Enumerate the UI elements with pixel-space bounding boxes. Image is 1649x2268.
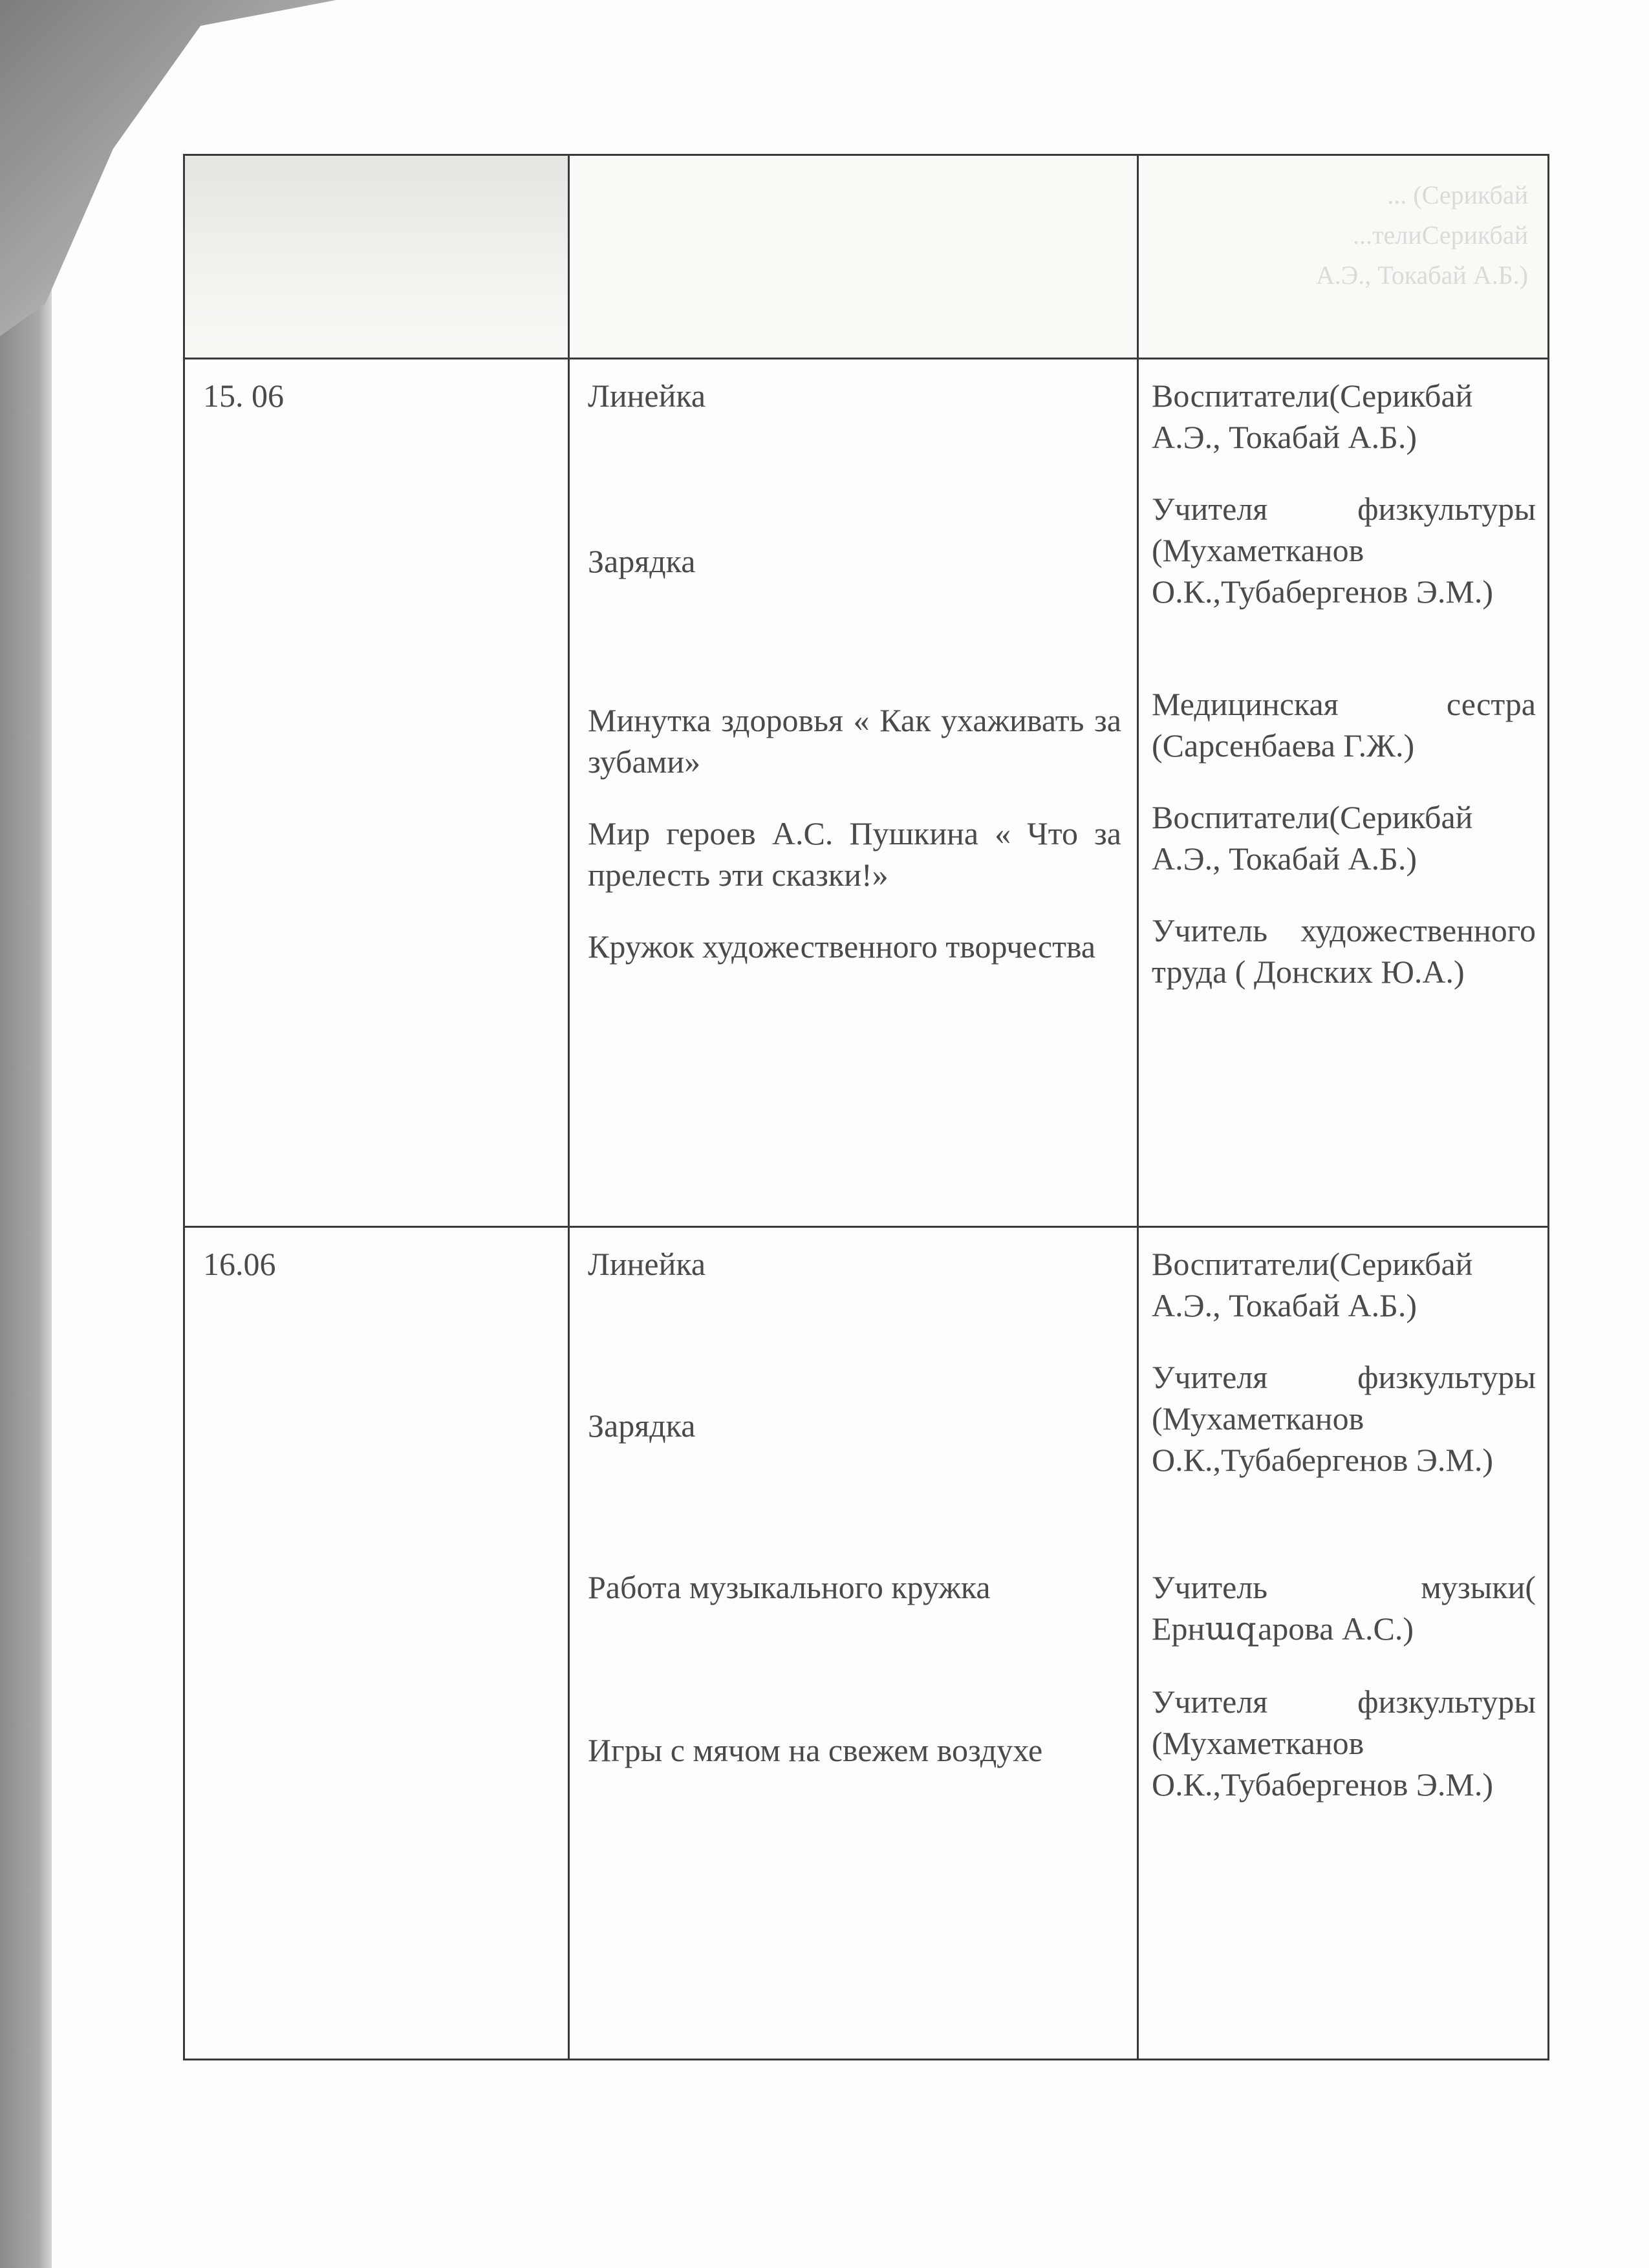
date-cell: [184, 1227, 569, 2060]
header-cell-date: [184, 155, 569, 359]
activity-cell: [569, 1227, 1138, 2060]
activity-item: Кружок художественного творчества: [588, 928, 1096, 965]
activity-item: Игры с мячом на свежем воздухе: [588, 1732, 1043, 1768]
faded-line: ... (Серикбай: [1387, 180, 1528, 209]
responsible-cell: [1138, 359, 1549, 1227]
table-row: [184, 1227, 1549, 2060]
header-cell-responsible: [1138, 155, 1549, 359]
responsible-item: Воспитатели(Серикбай А.Э., Токабай А.Б.): [1152, 799, 1473, 877]
activity-item: Мир героев А.С. Пушкина « Что за прелесть эти сказки!»: [588, 815, 1121, 893]
responsible-item: Медицинская сестра (Сарсенбаева Г.Ж.): [1152, 686, 1536, 764]
activity-item: Линейка: [588, 378, 706, 414]
responsible-item: Учителя физкультуры (Мухаметканов О.К.,Тубабергенов Э.М.): [1152, 1684, 1536, 1803]
responsible-item: Учителя физкультуры (Мухаметканов О.К.,Тубабергенов Э.М.): [1152, 491, 1536, 610]
date-cell: [184, 359, 569, 1227]
responsible-item: Учителя физкультуры (Мухаметканов О.К.,Тубабергенов Э.М.): [1152, 1359, 1536, 1478]
activity-item: Минутка здоровья « Как ухаживать за зубами»: [588, 702, 1121, 780]
table-header-row: [184, 155, 1549, 359]
faded-line: А.Э., Токабай А.Б.): [1316, 261, 1528, 290]
activity-cell: [569, 359, 1138, 1227]
responsible-item: Воспитатели(Серикбай А.Э., Токабай А.Б.): [1152, 378, 1473, 455]
activity-item: Зарядка: [588, 1407, 696, 1444]
activity-item: Линейка: [588, 1246, 706, 1282]
header-cell-activity: [569, 155, 1138, 359]
date-label: 15. 06: [203, 378, 284, 414]
activity-item: Зарядка: [588, 543, 696, 579]
responsible-cell: [1138, 1227, 1549, 2060]
activity-item: Работа музыкального кружка: [588, 1569, 991, 1605]
faded-responsible-text: [1139, 156, 1547, 295]
responsible-item: Учитель художественного труда ( Донских Ю.А.): [1152, 912, 1536, 990]
faded-line: ...телиСерикбай: [1353, 220, 1528, 250]
schedule-table: [183, 154, 1549, 2060]
responsible-item: Учитель музыки( Ернազарова А.С.): [1152, 1569, 1536, 1647]
table-row: [184, 359, 1549, 1227]
responsible-item: Воспитатели(Серикбай А.Э., Токабай А.Б.): [1152, 1246, 1473, 1323]
date-label: 16.06: [203, 1246, 276, 1282]
scan-shadow-edge: [0, 0, 52, 2268]
